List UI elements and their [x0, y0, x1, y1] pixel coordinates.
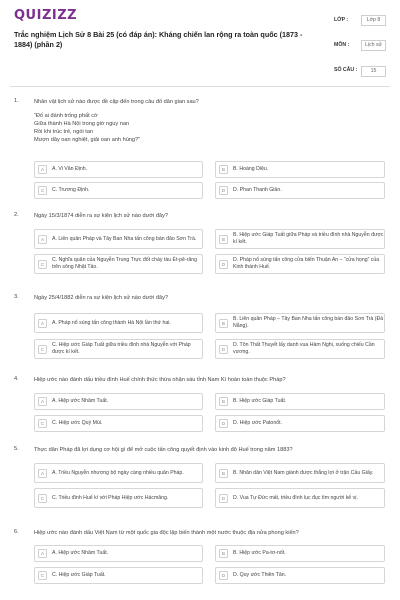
option-text: A. Hiệp ước Nhâm Tuất.	[52, 398, 109, 405]
option-letter: B	[219, 235, 228, 244]
option-letter: C	[38, 419, 47, 428]
option-text: D. Hiệp ước Patonốt.	[233, 420, 282, 427]
option-b[interactable]	[215, 393, 385, 410]
count-value: 15	[361, 66, 386, 77]
option-letter: B	[219, 549, 228, 558]
option-text: C. Hiệp ước Quý Mùi.	[52, 420, 103, 427]
question-text	[34, 98, 374, 145]
option-d[interactable]	[215, 182, 385, 199]
option-b[interactable]	[215, 161, 385, 178]
option-c[interactable]	[34, 488, 203, 508]
option-b[interactable]	[215, 313, 385, 333]
question-number: 5.	[14, 446, 19, 452]
class-label: LỚP :	[334, 17, 349, 23]
question-text: Thực dân Pháp đã lợi dụng cơ hội gì để mở cuộc tấn công quyết định vào kinh đô Huế trong năm 1883?	[34, 447, 293, 453]
option-letter: D	[219, 494, 228, 503]
option-c[interactable]	[34, 415, 203, 432]
option-letter: B	[219, 397, 228, 406]
option-letter: A	[38, 319, 47, 328]
option-text: D. Quy ước Thiên Tân.	[233, 572, 287, 579]
option-letter: C	[38, 494, 47, 503]
option-text: C. Triều đình Huế kí với Pháp Hiệp ước Hácmăng.	[52, 494, 169, 501]
option-a[interactable]	[34, 229, 203, 249]
option-d[interactable]	[215, 339, 385, 359]
option-text: A. Pháp nổ súng tấn công thành Hà Nội lần thứ hai.	[52, 319, 171, 326]
option-b[interactable]	[215, 545, 385, 562]
option-text: D. Tôn Thất Thuyết lấy danh vua Hàm Nghi, xuống chiếu Cần vương.	[233, 342, 375, 355]
quote-line: “Đố ai đánh trống phất cờ	[34, 113, 98, 120]
page-title: Trắc nghiệm Lịch Sử 8 Bài 25 (có đáp án): Kháng chiến lan rộng ra toàn quốc (1873 - 1884) (phần 2)	[14, 30, 303, 50]
option-c[interactable]	[34, 567, 203, 584]
option-letter: D	[219, 345, 228, 354]
option-a[interactable]	[34, 393, 203, 410]
option-c[interactable]	[34, 339, 203, 359]
question-text: Ngày 25/4/1882 diễn ra sự kiện lịch sử nào dưới đây?	[34, 295, 169, 301]
worksheet-header	[0, 0, 400, 84]
option-text: B. Nhân dân Việt Nam giành được thắng lợi ở trận Cầu Giấy.	[233, 469, 374, 476]
question-number: 1.	[14, 98, 19, 104]
option-text: A. Liên quân Pháp và Tây Ban Nha tấn công bán đảo Sơn Trà.	[52, 235, 197, 242]
option-letter: D	[219, 419, 228, 428]
question-prompt: Nhân vật lịch sử nào được đề cập đến trong câu đố dân gian sau?	[34, 99, 199, 105]
option-text: A. Triều Nguyễn nhượng bộ ngày càng nhiều quân Pháp.	[52, 469, 184, 476]
subject-value: Lịch sử	[361, 40, 386, 51]
option-d[interactable]	[215, 415, 385, 432]
option-letter: A	[38, 397, 47, 406]
option-b[interactable]	[215, 463, 385, 483]
option-a[interactable]	[34, 161, 203, 178]
option-d[interactable]	[215, 254, 385, 274]
subject-label: MÔN :	[334, 42, 350, 48]
question-number: 2.	[14, 212, 19, 218]
option-d[interactable]	[215, 567, 385, 584]
option-text: A. Hiệp ước Nhâm Tuất.	[52, 550, 109, 557]
option-c[interactable]	[34, 254, 203, 274]
option-letter: B	[219, 165, 228, 174]
question-text: Hiệp ước nào đánh dấu triều đình Huế chính thức thừa nhận sáu tỉnh Nam Kì hoàn toàn thuộc Pháp?	[34, 377, 286, 383]
option-a[interactable]	[34, 313, 203, 333]
option-text: D. Vua Tự Đức mất, triều đình lục đục tìm người kế vị.	[233, 494, 358, 501]
option-letter: A	[38, 469, 47, 478]
option-letter: B	[219, 319, 228, 328]
question-text: Ngày 15/3/1874 diễn ra sự kiện lịch sử nào dưới đây?	[34, 213, 169, 219]
option-text: C. Nghĩa quân của Nguyễn Trung Trực đốt cháy tàu Ét-pê-răng trên sông Nhật Tảo.	[52, 257, 198, 270]
option-text: B. Hiệp ước Pa-tơ-nốt.	[233, 550, 286, 557]
option-a[interactable]	[34, 545, 203, 562]
count-label: SỐ CÂU :	[334, 67, 358, 73]
option-letter: D	[219, 571, 228, 580]
option-text: A. Vi Văn Định.	[52, 166, 88, 173]
question-number: 4.	[14, 376, 19, 382]
option-text: C. Trương Định.	[52, 187, 90, 194]
question-number: 6.	[14, 529, 19, 535]
option-text: C. Hiệp ước Giáp Tuất giữa triều đình nhà Nguyễn với Pháp được kí kết.	[52, 342, 191, 355]
option-a[interactable]	[34, 463, 203, 483]
header-divider	[10, 86, 390, 87]
quote-line: Mượn dây oan nghiệt, giải oan anh hùng?”	[34, 137, 140, 144]
option-letter: B	[219, 469, 228, 478]
option-letter: D	[219, 186, 228, 195]
quote-line: Rồi khi trúc trẻ, ngói tan	[34, 129, 94, 136]
class-value: Lớp 8	[361, 15, 386, 26]
option-d[interactable]	[215, 488, 385, 508]
option-text: B. Liên quân Pháp – Tây Ban Nha tấn công bán đảo Sơn Trà (Đà Nẵng).	[233, 316, 384, 329]
option-letter: A	[38, 549, 47, 558]
option-text: D. Pháp nổ súng tấn công cửa biển Thuận An – “cửa họng” của Kinh thành Huế.	[233, 257, 380, 270]
option-letter: A	[38, 235, 47, 244]
option-text: B. Hiệp ước Giáp Tuất.	[233, 398, 287, 405]
option-letter: A	[38, 165, 47, 174]
question-text: Hiệp ước nào đánh dấu Việt Nam từ một quốc gia độc lập biến thành một nước thuộc địa nửa phong kiến?	[34, 530, 299, 536]
option-c[interactable]	[34, 182, 203, 199]
option-b[interactable]	[215, 229, 385, 249]
option-letter: C	[38, 571, 47, 580]
option-letter: C	[38, 260, 47, 269]
option-text: B. Hoàng Diệu.	[233, 166, 269, 173]
quote-line: Giữa thành Hà Nội trong giờ nguy nan	[34, 121, 130, 128]
option-letter: C	[38, 345, 47, 354]
option-text: D. Phan Thanh Giản.	[233, 187, 282, 194]
quizizz-logo: QUIZIZZ	[14, 8, 78, 23]
question-number: 3.	[14, 294, 19, 300]
option-text: C. Hiệp ước Giáp Tuất.	[52, 572, 106, 579]
option-letter: C	[38, 186, 47, 195]
option-text: B. Hiệp ước Giáp Tuất giữa Pháp và triều đình nhà Nguyễn được kí kết.	[233, 232, 384, 245]
option-letter: D	[219, 260, 228, 269]
